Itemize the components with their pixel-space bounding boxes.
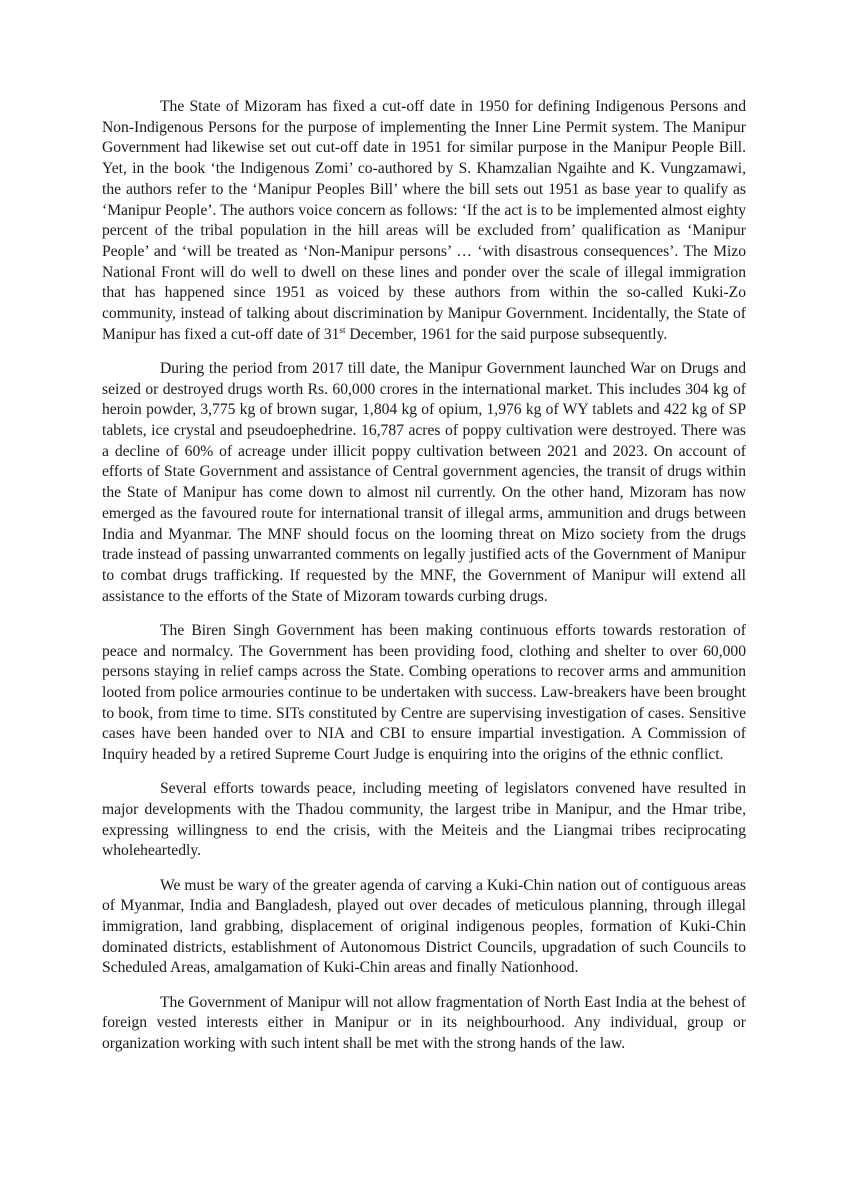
- paragraph-text: The State of Mizoram has fixed a cut-off date in 1950 for defining Indigenous Persons and Non-Indigenous Persons for the purpose of implementing the Inner Line Permit system. The Manipur Government had likewise set out cut-off date in 1951 for similar purpose in the Manipur People Bill. Yet, in the book ‘the Indigenous Zomi’ co-authored by S. Khamzalian Ngaihte and K. Vungzamawi, the authors refer to the ‘Manipur Peoples Bill’ where the bill sets out 1951 as base year to qualify as ‘Manipur People’. The authors voice concern as follows: ‘If the act is to be implemented almost eighty percent of the tribal population in the hill areas will be excluded from’ qualification as ‘Manipur People’ and ‘will be treated as ‘Non-Manipur persons’ … ‘with disastrous consequences’. The Mizo National Front will do well to dwell on these lines and ponder over the scale of illegal immigration that has happened since 1951 as voiced by these authors from within the so-called Kuki-Zo community, instead of talking about discrimination by Manipur Government. Incidentally, the State of Manipur has fixed a cut-off date of 31: [102, 98, 746, 343]
- paragraph-kuki-chin-agenda: We must be wary of the greater agenda of carving a Kuki-Chin nation out of contiguous areas of Myanmar, India and Bangladesh, played out over decades of meticulous planning, through illegal immigration, land grabbing, displacement of original indigenous peoples, formation of Kuki-Chin dominated districts, establishment of Autonomous District Councils, upgradation of such Councils to Scheduled Areas, amalgamation of Kuki-Chin areas and finally Nationhood.: [102, 876, 746, 977]
- document-page: [102, 97, 746, 1068]
- paragraph-war-on-drugs: During the period from 2017 till date, the Manipur Government launched War on Drugs and seized or destroyed drugs worth Rs. 60,000 crores in the international market. This includes 304 kg of heroin powder, 3,775 kg of brown sugar, 1,804 kg of opium, 1,976 kg of WY tablets and 422 kg of SP tablets, ice crystal and pseudoephedrine. 16,787 acres of poppy cultivation were destroyed. There was a decline of 60% of acreage under illicit poppy cultivation between 2021 and 2023. On account of efforts of State Government and assistance of Central government agencies, the transit of drugs within the State of Manipur has come down to almost nil currently. On the other hand, Mizoram has now emerged as the favoured route for international transit of illegal arms, ammunition and drugs between India and Myanmar. The MNF should focus on the looming threat on Mizo society from the drugs trade instead of passing unwarranted comments on legally justified acts of the Government of Manipur to combat drugs trafficking. If requested by the MNF, the Government of Manipur will extend all assistance to the efforts of the State of Mizoram towards curbing drugs.: [102, 359, 746, 605]
- paragraph-no-fragmentation: The Government of Manipur will not allow fragmentation of North East India at the behest of foreign vested interests either in Manipur or in its neighbourhood. Any individual, group or organization working with such intent shall be met with the strong hands of the law.: [102, 993, 746, 1053]
- paragraph-text-cont: December, 1961 for the said purpose subsequently.: [345, 325, 668, 343]
- ordinal-suffix: st: [339, 324, 346, 335]
- paragraph-cutoff-dates: [102, 97, 746, 345]
- paragraph-restoration-of-peace: The Biren Singh Government has been making continuous efforts towards restoration of peace and normalcy. The Government has been providing food, clothing and shelter to over 60,000 persons staying in relief camps across the State. Combing operations to recover arms and ammunition looted from police armouries continue to be undertaken with success. Law-breakers have been brought to book, from time to time. SITs constituted by Centre are supervising investigation of cases. Sensitive cases have been handed over to NIA and CBI to ensure impartial investigation. A Commission of Inquiry headed by a retired Supreme Court Judge is enquiring into the origins of the ethnic conflict.: [102, 621, 746, 764]
- paragraph-peace-efforts: Several efforts towards peace, including meeting of legislators convened have resulted in major developments with the Thadou community, the largest tribe in Manipur, and the Hmar tribe, expressing willingness to end the crisis, with the Meiteis and the Liangmai tribes reciprocating wholeheartedly.: [102, 780, 746, 860]
